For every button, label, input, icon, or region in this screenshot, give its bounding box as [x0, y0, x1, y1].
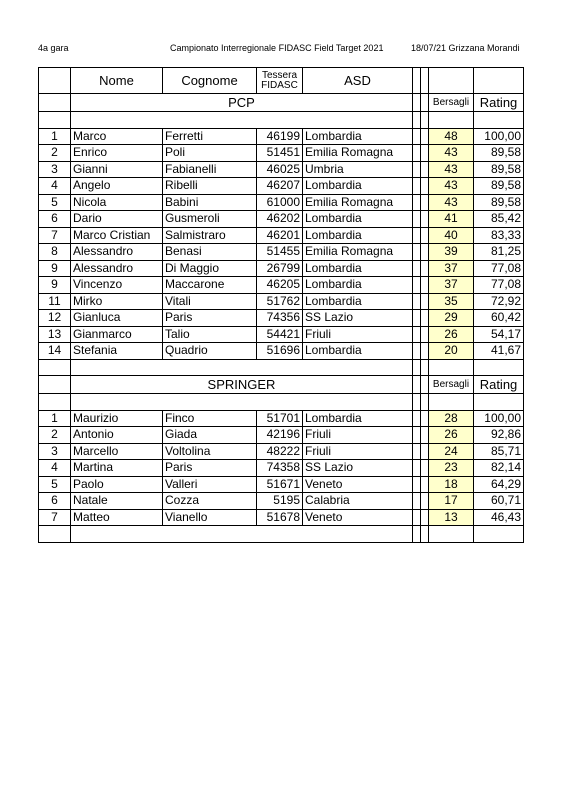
position: 2 — [39, 427, 71, 444]
targets: 17 — [429, 493, 474, 510]
targets: 41 — [429, 211, 474, 228]
rating-header: Rating — [474, 376, 524, 394]
table-row — [39, 410, 524, 427]
position: 4 — [39, 460, 71, 477]
rating: 89,58 — [474, 161, 524, 178]
card-number: 54421 — [257, 326, 303, 343]
blank-cell — [421, 194, 429, 211]
last-name: Voltolina — [163, 443, 257, 460]
blank-cell — [413, 178, 421, 195]
club: Lombardia — [303, 128, 413, 145]
results-table — [38, 67, 524, 543]
targets: 20 — [429, 343, 474, 360]
col-cognome: Cognome — [163, 68, 257, 94]
targets: 40 — [429, 227, 474, 244]
last-name: Vianello — [163, 509, 257, 526]
header-left: 4a gara — [38, 43, 69, 53]
position: 3 — [39, 161, 71, 178]
col-nome: Nome — [71, 68, 163, 94]
rating: 89,58 — [474, 178, 524, 195]
col-pos — [39, 68, 71, 94]
club: Lombardia — [303, 178, 413, 195]
targets: 43 — [429, 161, 474, 178]
last-name: Valleri — [163, 476, 257, 493]
blank-cell — [413, 326, 421, 343]
card-number: 61000 — [257, 194, 303, 211]
blank-cell — [474, 359, 524, 376]
header-center: Campionato Interregionale FIDASC Field Target 2021 — [170, 43, 384, 53]
blank-cell — [421, 260, 429, 277]
blank-cell — [413, 343, 421, 360]
position: 5 — [39, 194, 71, 211]
first-name: Gianni — [71, 161, 163, 178]
first-name: Enrico — [71, 145, 163, 162]
rating: 64,29 — [474, 476, 524, 493]
first-name: Alessandro — [71, 260, 163, 277]
first-name: Dario — [71, 211, 163, 228]
first-name: Mirko — [71, 293, 163, 310]
position: 5 — [39, 476, 71, 493]
blank-cell — [474, 526, 524, 543]
first-name: Gianmarco — [71, 326, 163, 343]
targets: 26 — [429, 326, 474, 343]
table-row — [39, 145, 524, 162]
position: 14 — [39, 343, 71, 360]
section-header — [39, 376, 524, 394]
club: Emilia Romagna — [303, 194, 413, 211]
blank-cell — [421, 94, 429, 112]
club: Emilia Romagna — [303, 145, 413, 162]
table-row — [39, 260, 524, 277]
club: Friuli — [303, 427, 413, 444]
blank-cell — [413, 427, 421, 444]
blank-cell — [413, 443, 421, 460]
first-name: Marco Cristian — [71, 227, 163, 244]
club: Friuli — [303, 443, 413, 460]
card-number: 26799 — [257, 260, 303, 277]
blank-cell — [413, 460, 421, 477]
position: 7 — [39, 509, 71, 526]
position: 1 — [39, 410, 71, 427]
targets: 37 — [429, 277, 474, 294]
blank-cell — [413, 211, 421, 228]
table-row — [39, 343, 524, 360]
blank-cell — [413, 112, 421, 129]
card-number: 46205 — [257, 277, 303, 294]
first-name: Nicola — [71, 194, 163, 211]
last-name: Ribelli — [163, 178, 257, 195]
club: Calabria — [303, 493, 413, 510]
targets: 48 — [429, 128, 474, 145]
rating-header: Rating — [474, 94, 524, 112]
position: 13 — [39, 326, 71, 343]
table-row — [39, 476, 524, 493]
rating: 54,17 — [474, 326, 524, 343]
blank-row — [39, 394, 524, 411]
club: Veneto — [303, 509, 413, 526]
blank-cell — [413, 394, 421, 411]
col-tessera: Tessera FIDASC — [257, 68, 303, 94]
blank-cell — [421, 178, 429, 195]
card-number: 51455 — [257, 244, 303, 261]
table-row — [39, 211, 524, 228]
first-name: Martina — [71, 460, 163, 477]
table-row — [39, 493, 524, 510]
blank-cell — [413, 128, 421, 145]
targets: 18 — [429, 476, 474, 493]
rating: 72,92 — [474, 293, 524, 310]
blank-cell — [413, 260, 421, 277]
blank-cell — [413, 94, 421, 112]
card-number: 51762 — [257, 293, 303, 310]
blank-cell — [421, 211, 429, 228]
rating: 100,00 — [474, 410, 524, 427]
table-row — [39, 244, 524, 261]
section-title: PCP — [71, 94, 413, 112]
blank-cell — [429, 526, 474, 543]
position: 9 — [39, 277, 71, 294]
card-number: 51696 — [257, 343, 303, 360]
card-number: 48222 — [257, 443, 303, 460]
blank-cell — [429, 359, 474, 376]
card-number: 46025 — [257, 161, 303, 178]
rating: 89,58 — [474, 145, 524, 162]
club: Umbria — [303, 161, 413, 178]
card-number: 51671 — [257, 476, 303, 493]
blank-cell — [413, 310, 421, 327]
targets: 43 — [429, 194, 474, 211]
blank-cell — [39, 112, 71, 129]
targets: 24 — [429, 443, 474, 460]
last-name: Talio — [163, 326, 257, 343]
blank-cell — [474, 112, 524, 129]
blank-cell — [413, 293, 421, 310]
position: 6 — [39, 493, 71, 510]
table-row — [39, 310, 524, 327]
targets: 23 — [429, 460, 474, 477]
last-name: Babini — [163, 194, 257, 211]
header-right: 18/07/21 Grizzana Morandi — [411, 43, 520, 53]
first-name: Antonio — [71, 427, 163, 444]
first-name: Vincenzo — [71, 277, 163, 294]
blank-cell — [421, 293, 429, 310]
blank-cell — [413, 509, 421, 526]
table-row — [39, 194, 524, 211]
blank-cell — [429, 394, 474, 411]
table-row — [39, 326, 524, 343]
club: Lombardia — [303, 277, 413, 294]
blank-cell — [413, 376, 421, 394]
blank-cell — [413, 161, 421, 178]
position: 1 — [39, 128, 71, 145]
blank-cell — [413, 277, 421, 294]
last-name: Giada — [163, 427, 257, 444]
table-row — [39, 277, 524, 294]
targets: 37 — [429, 260, 474, 277]
blank-cell — [421, 326, 429, 343]
targets: 43 — [429, 178, 474, 195]
blank-cell — [421, 394, 429, 411]
blank-row — [39, 526, 524, 543]
table-row — [39, 293, 524, 310]
rating: 77,08 — [474, 260, 524, 277]
position: 12 — [39, 310, 71, 327]
club: Friuli — [303, 326, 413, 343]
card-number: 74356 — [257, 310, 303, 327]
blank-cell — [421, 476, 429, 493]
blank-cell — [421, 145, 429, 162]
blank-cell — [413, 493, 421, 510]
position: 9 — [39, 260, 71, 277]
rating: 85,42 — [474, 211, 524, 228]
table-row — [39, 128, 524, 145]
position: 11 — [39, 293, 71, 310]
targets: 29 — [429, 310, 474, 327]
last-name: Salmistraro — [163, 227, 257, 244]
rating: 100,00 — [474, 128, 524, 145]
position: 7 — [39, 227, 71, 244]
blank-cell — [421, 227, 429, 244]
blank-cell — [39, 94, 71, 112]
targets: 13 — [429, 509, 474, 526]
first-name: Matteo — [71, 509, 163, 526]
blank-cell — [413, 526, 421, 543]
blank-cell — [413, 145, 421, 162]
rating: 89,58 — [474, 194, 524, 211]
club: Lombardia — [303, 260, 413, 277]
blank-cell — [429, 112, 474, 129]
blank-cell — [71, 394, 413, 411]
card-number: 51451 — [257, 145, 303, 162]
club: SS Lazio — [303, 460, 413, 477]
first-name: Gianluca — [71, 310, 163, 327]
club: Lombardia — [303, 211, 413, 228]
blank-cell — [39, 526, 71, 543]
last-name: Gusmeroli — [163, 211, 257, 228]
card-number: 74358 — [257, 460, 303, 477]
section-title: SPRINGER — [71, 376, 413, 394]
last-name: Benasi — [163, 244, 257, 261]
table-row — [39, 161, 524, 178]
blank-cell — [71, 359, 413, 376]
first-name: Marco — [71, 128, 163, 145]
card-number: 51701 — [257, 410, 303, 427]
targets: 43 — [429, 145, 474, 162]
targets: 26 — [429, 427, 474, 444]
rating: 83,33 — [474, 227, 524, 244]
bersagli-header: Bersagli — [429, 94, 474, 112]
card-number: 51678 — [257, 509, 303, 526]
blank-cell — [421, 376, 429, 394]
first-name: Stefania — [71, 343, 163, 360]
last-name: Quadrio — [163, 343, 257, 360]
blank-cell — [421, 509, 429, 526]
card-number: 46207 — [257, 178, 303, 195]
blank-cell — [421, 443, 429, 460]
blank-cell — [413, 476, 421, 493]
club: Veneto — [303, 476, 413, 493]
last-name: Poli — [163, 145, 257, 162]
first-name: Paolo — [71, 476, 163, 493]
last-name: Paris — [163, 310, 257, 327]
blank-cell — [413, 244, 421, 261]
table-row — [39, 443, 524, 460]
club: Lombardia — [303, 227, 413, 244]
rating: 41,67 — [474, 343, 524, 360]
rating: 77,08 — [474, 277, 524, 294]
table-row — [39, 427, 524, 444]
position: 8 — [39, 244, 71, 261]
card-number: 46202 — [257, 211, 303, 228]
table-row — [39, 178, 524, 195]
club: Lombardia — [303, 410, 413, 427]
blank-cell — [421, 310, 429, 327]
last-name: Vitali — [163, 293, 257, 310]
club: SS Lazio — [303, 310, 413, 327]
blank-cell — [421, 161, 429, 178]
club: Lombardia — [303, 293, 413, 310]
card-number: 46199 — [257, 128, 303, 145]
blank-cell — [71, 526, 413, 543]
position: 6 — [39, 211, 71, 228]
last-name: Maccarone — [163, 277, 257, 294]
blank-cell — [39, 376, 71, 394]
card-number: 42196 — [257, 427, 303, 444]
last-name: Paris — [163, 460, 257, 477]
first-name: Alessandro — [71, 244, 163, 261]
blank-cell — [413, 194, 421, 211]
rating: 85,71 — [474, 443, 524, 460]
blank-cell — [421, 244, 429, 261]
last-name: Fabianelli — [163, 161, 257, 178]
club: Lombardia — [303, 343, 413, 360]
blank-cell — [421, 493, 429, 510]
card-number: 5195 — [257, 493, 303, 510]
blank-cell — [421, 460, 429, 477]
blank-cell — [421, 343, 429, 360]
first-name: Marcello — [71, 443, 163, 460]
table-row — [39, 509, 524, 526]
rating: 46,43 — [474, 509, 524, 526]
position: 3 — [39, 443, 71, 460]
position: 4 — [39, 178, 71, 195]
bersagli-header: Bersagli — [429, 376, 474, 394]
rating: 60,71 — [474, 493, 524, 510]
last-name: Cozza — [163, 493, 257, 510]
table-row — [39, 227, 524, 244]
card-number: 46201 — [257, 227, 303, 244]
blank-cell — [421, 526, 429, 543]
rating: 82,14 — [474, 460, 524, 477]
blank-cell — [474, 394, 524, 411]
blank-cell — [421, 128, 429, 145]
blank-cell — [39, 394, 71, 411]
targets: 35 — [429, 293, 474, 310]
table-row — [39, 460, 524, 477]
section-header — [39, 94, 524, 112]
blank-row — [39, 112, 524, 129]
col-asd: ASD — [303, 68, 413, 94]
blank-cell — [421, 277, 429, 294]
rating: 92,86 — [474, 427, 524, 444]
rating: 81,25 — [474, 244, 524, 261]
targets: 28 — [429, 410, 474, 427]
last-name: Ferretti — [163, 128, 257, 145]
blank-cell — [413, 227, 421, 244]
blank-row — [39, 359, 524, 376]
first-name: Angelo — [71, 178, 163, 195]
position: 2 — [39, 145, 71, 162]
blank-cell — [39, 359, 71, 376]
blank-cell — [413, 410, 421, 427]
blank-cell — [421, 427, 429, 444]
last-name: Di Maggio — [163, 260, 257, 277]
rating: 60,42 — [474, 310, 524, 327]
first-name: Natale — [71, 493, 163, 510]
blank-cell — [413, 359, 421, 376]
club: Emilia Romagna — [303, 244, 413, 261]
targets: 39 — [429, 244, 474, 261]
first-name: Maurizio — [71, 410, 163, 427]
last-name: Finco — [163, 410, 257, 427]
blank-cell — [421, 359, 429, 376]
blank-cell — [421, 410, 429, 427]
blank-cell — [421, 112, 429, 129]
blank-cell — [71, 112, 413, 129]
